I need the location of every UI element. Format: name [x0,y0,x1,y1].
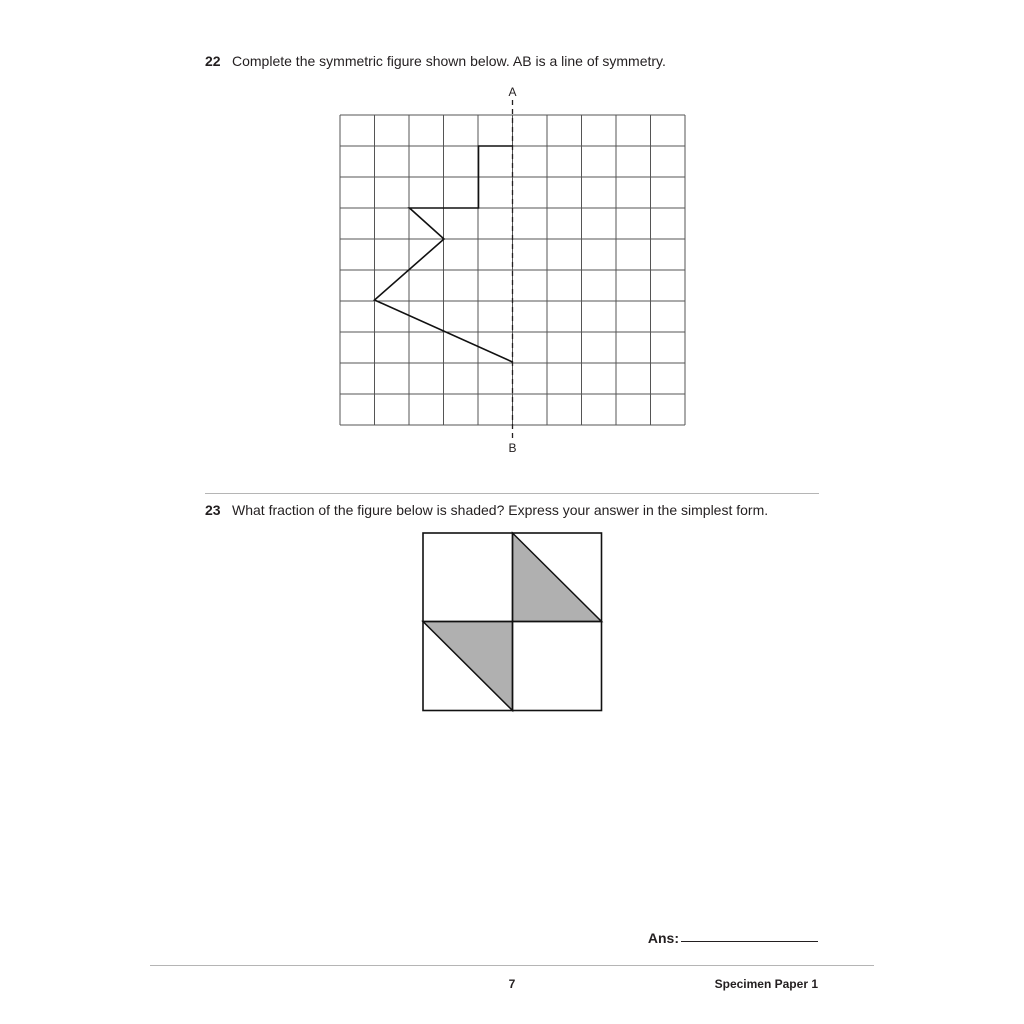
question-22-text: Complete the symmetric figure shown below. AB is a line of symmetry. [232,53,666,69]
answer-line[interactable] [681,941,818,942]
page-number: 7 [508,977,516,991]
question-22-number: 22 [205,53,221,69]
shaded-triangle-top-right [513,533,602,622]
label-a: A [508,85,517,99]
label-b: B [508,441,517,455]
footer-divider [150,965,874,966]
question-23-text: What fraction of the figure below is shaded? Express your answer in the simplest form. [232,502,769,518]
question-23-number: 23 [205,502,221,518]
shaded-triangle-bottom-left [423,622,513,711]
answer-label: Ans: [647,930,679,946]
paper-name: Specimen Paper 1 [714,977,818,991]
